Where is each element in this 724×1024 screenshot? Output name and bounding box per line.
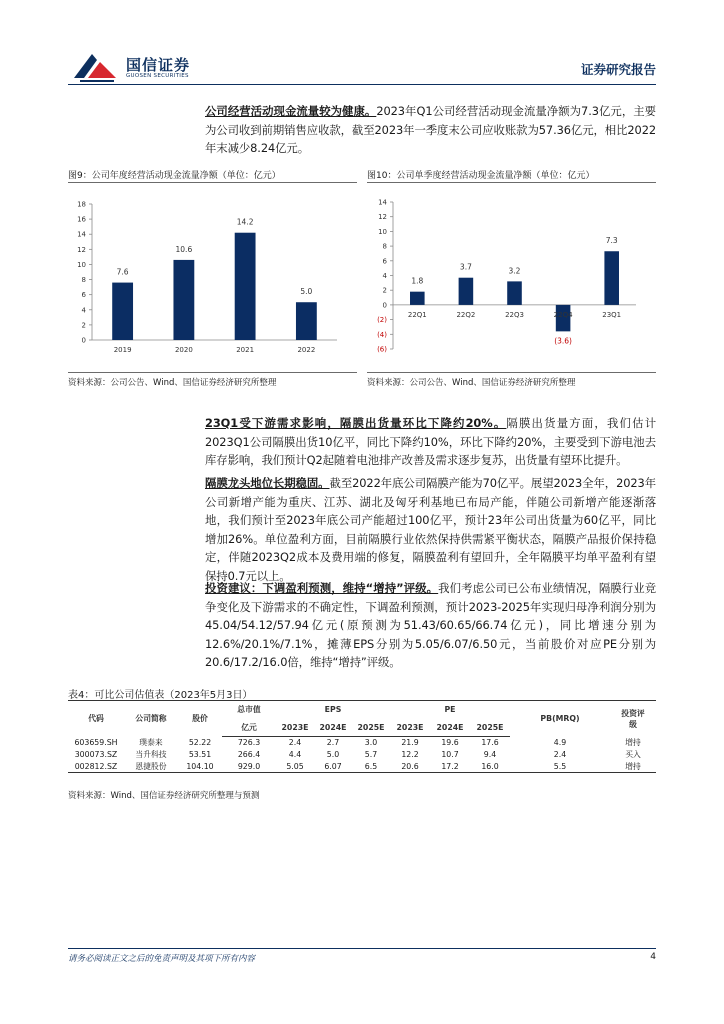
header-name: 公司简称 (124, 701, 178, 737)
paragraph-lead: 公司经营活动现金流量较为健康。 (205, 104, 377, 118)
x-tick-label-2021: 2021 (236, 346, 255, 354)
header-mcap-unit: 亿元 (222, 719, 276, 737)
cell-name: 恩捷股份 (124, 761, 178, 773)
paragraph-body: 2023年Q1公司经营活动现金流量净额为7.3亿元，主要为公司收到前期销售应收款，截至2023年一季度末公司应收账款为57.36亿元，相比2022年末减少8.24亿元。 (205, 104, 656, 155)
cell-pe: 12.2 (401, 750, 419, 759)
cell-rating: 增持 (625, 738, 641, 747)
cell-eps: 6.07 (314, 761, 352, 773)
guosen-logo (70, 50, 195, 84)
data-label-22Q1: 1.8 (411, 276, 424, 286)
y-tick-label: 4 (382, 272, 387, 280)
y-tick-label: 12 (77, 245, 86, 254)
table-row (68, 761, 656, 773)
figure-10-bottom-rule (367, 372, 656, 373)
x-tick-label-22Q4: 22Q4 (553, 310, 573, 319)
table-row (68, 737, 656, 749)
cell-pb: 2.4 (553, 750, 567, 759)
figure-9-bottom-rule (68, 372, 357, 373)
y-tick-label: 0 (382, 301, 387, 310)
figure-10-title: 图10：公司单季度经营活动现金流量净额（单位：亿元） (367, 171, 595, 181)
header-year: 2025E (352, 719, 390, 737)
y-tick-label: (2) (377, 316, 387, 325)
header-year: 2024E (430, 719, 470, 737)
cell-code: 002812.SZ (68, 761, 124, 773)
figure-9-chart (68, 190, 357, 360)
data-label-23Q1: 7.3 (605, 236, 618, 246)
header-year: 2023E (390, 719, 430, 737)
bar-2022 (296, 302, 317, 340)
y-tick-label: 18 (77, 200, 86, 209)
paragraph-body: 我们考虑公司已公布业绩情况，隔膜行业竞争变化及下游需求的不确定性，下调盈利预测，预计2023-2025年实现归母净利润分别为45.04/54.12/57.94亿元(原预测为51.43/60.65/66.74亿元)，同比增速分别为12.6%/20.1%/7.1%，摊薄EPS分别为5.05/6.07/6.50元，当前股价对应PE分别为20.6/17.2/16.0倍，维持“增持”评级。 (205, 581, 657, 669)
y-tick-label: 4 (81, 306, 86, 315)
page-number: 4 (650, 952, 656, 962)
table-4-title: 表4：可比公司估值表（2023年5月3日） (68, 690, 253, 701)
cell-eps: 5.05 (276, 761, 314, 773)
footer-divider (68, 948, 656, 949)
paragraph-shipments (205, 414, 656, 470)
cell-pe: 20.6 (390, 761, 430, 773)
y-tick-label: 10 (77, 260, 86, 269)
header-year: 2025E (470, 719, 510, 737)
header-year: 2024E (314, 719, 352, 737)
cell-name: 璞泰来 (139, 738, 163, 747)
paragraph-capacity (205, 474, 656, 585)
x-tick-label-22Q3: 22Q3 (505, 310, 524, 319)
paragraph-cashflow (205, 102, 656, 158)
data-label-22Q2: 3.7 (459, 262, 472, 272)
cell-name: 当升科技 (135, 750, 167, 759)
table-header-row-1 (68, 701, 656, 719)
cell-eps: 6.5 (352, 761, 390, 773)
x-tick-label-22Q1: 22Q1 (407, 310, 427, 319)
cell-eps: 2.4 (288, 738, 302, 748)
y-tick-label: 6 (382, 257, 387, 266)
cell-pe: 16.0 (470, 761, 510, 773)
cell-pe: 10.7 (441, 750, 459, 759)
x-tick-label-23Q1: 23Q1 (602, 310, 622, 319)
table-row (68, 749, 656, 761)
y-tick-label: 6 (81, 291, 86, 300)
report-type-label: 证券研究报告 (580, 62, 656, 77)
x-tick-label-22Q2: 22Q2 (456, 310, 476, 319)
cell-price: 52.22 (188, 738, 212, 747)
header-pb: PB(MRQ) (510, 701, 610, 737)
y-tick-label: 16 (77, 215, 86, 224)
header-year: 2023E (276, 719, 314, 737)
header-divider (68, 84, 656, 85)
cell-pe: 21.9 (401, 738, 419, 748)
data-label-2022: 5.0 (300, 287, 313, 297)
bar-2021 (235, 233, 256, 340)
logo-text-en: GUOSEN SECURITIES (126, 73, 189, 79)
table-4-source: 资料来源：Wind、国信证券经济研究所整理与预测 (68, 791, 260, 801)
paragraph-lead: 23Q1受下游需求影响，隔膜出货量环比下降约20%。 (205, 416, 507, 430)
footer-disclaimer: 请务必阅读正文之后的免责声明及其项下所有内容 (68, 954, 256, 964)
header-rating: 投资评级 (610, 701, 656, 737)
cell-eps: 5.0 (326, 750, 340, 759)
y-tick-label: 2 (81, 321, 86, 330)
cell-price: 53.51 (188, 750, 212, 759)
cell-mcap: 266.4 (237, 750, 261, 759)
cell-code: 603659.SH (74, 738, 118, 747)
figure-10-source: 资料来源：公司公告、Wind、国信证券经济研究所整理 (367, 378, 576, 388)
cell-eps: 2.7 (326, 738, 340, 748)
paragraph-lead: 隔膜龙头地位长期稳固。 (205, 476, 330, 490)
cell-pb: 4.9 (553, 738, 567, 747)
y-tick-label: 12 (378, 213, 387, 222)
figure-10-top-rule (367, 182, 656, 183)
bar-23Q1 (604, 251, 619, 305)
header-price: 股价 (178, 701, 222, 737)
data-label-2019: 7.6 (116, 267, 129, 277)
cell-pe: 17.6 (481, 738, 499, 748)
cell-mcap: 929.0 (222, 761, 276, 773)
valuation-table (68, 700, 656, 773)
cell-rating: 增持 (610, 761, 656, 773)
y-tick-label: (4) (377, 330, 387, 339)
paragraph-body: 截至2022年底公司隔膜产能为70亿平。展望2023全年，2023年公司新增产能为重庆、江苏、湖北及匈牙利基地已布局产能，伴随公司新增产能逐渐落地，我们预计至2023年底公司产能超过100亿平，预计23年公司出货量为60亿平，同比增加26%。单位盈利方面，目前隔膜行业依然保持供需紧平衡状态，隔膜产品报价保持稳定，伴随2023Q2成本及费用端的修复，隔膜盈利有望回升，全年隔膜平均单平盈利有望保持0.7元以上。 (205, 476, 656, 583)
figure-9-top-rule (68, 182, 357, 183)
cell-price: 104.10 (178, 761, 222, 773)
cell-eps: 5.7 (364, 750, 378, 759)
x-tick-label-2020: 2020 (174, 346, 193, 354)
header-mcap: 总市值 (222, 701, 276, 719)
figure-10-chart (367, 190, 656, 360)
figure-9-title: 图9：公司年度经营活动现金流量净额（单位：亿元） (68, 171, 281, 181)
data-label-22Q4: (3.6) (554, 336, 572, 346)
x-tick-label-2019: 2019 (113, 346, 132, 354)
data-label-2021: 14.2 (236, 217, 254, 227)
y-tick-label: 14 (378, 198, 387, 207)
paragraph-lead: 投资建议：下调盈利预测，维持“增持”评级。 (205, 581, 439, 595)
guosen-logo-mark (70, 50, 120, 84)
cell-eps: 4.4 (288, 750, 302, 759)
bar-22Q1 (410, 292, 425, 305)
y-tick-label: 14 (77, 230, 86, 239)
y-tick-label: 8 (382, 242, 387, 251)
cell-pe: 9.4 (483, 750, 497, 759)
cell-eps: 3.0 (364, 738, 378, 748)
page-header (0, 0, 724, 90)
paragraph-body: 隔膜出货量方面，我们估计2023Q1公司隔膜出货10亿平，同比下降约10%，环比下降约20%，主要受到下游电池去库存影响，我们预计Q2起随着电池排产改善及需求逐步复苏，出货量有望环比提升。 (205, 416, 656, 467)
y-tick-label: 0 (81, 336, 86, 345)
bar-22Q3 (507, 281, 522, 305)
y-tick-label: (6) (377, 345, 387, 354)
figure-9-source: 资料来源：公司公告、Wind、国信证券经济研究所整理 (68, 378, 277, 388)
bar-2019 (112, 283, 133, 340)
cell-rating: 买入 (625, 750, 641, 759)
bar-2020 (173, 260, 194, 340)
cell-code: 300073.SZ (74, 750, 118, 759)
cell-mcap: 726.3 (237, 738, 261, 748)
header-pe: PE (390, 701, 510, 719)
header-code: 代码 (68, 701, 124, 737)
header-eps: EPS (276, 701, 390, 719)
x-tick-label-2022: 2022 (297, 346, 316, 354)
cell-pe: 17.2 (430, 761, 470, 773)
paragraph-investment-advice (205, 579, 656, 672)
y-tick-label: 2 (382, 286, 387, 295)
y-tick-label: 10 (378, 227, 387, 236)
cell-pe: 19.6 (441, 738, 459, 748)
bar-22Q2 (459, 278, 474, 305)
data-label-22Q3: 3.2 (508, 266, 521, 276)
cell-pb: 5.5 (510, 761, 610, 773)
logo-text-cn: 国信证券 (126, 56, 191, 74)
y-tick-label: 8 (81, 276, 86, 285)
data-label-2020: 10.6 (175, 244, 193, 254)
